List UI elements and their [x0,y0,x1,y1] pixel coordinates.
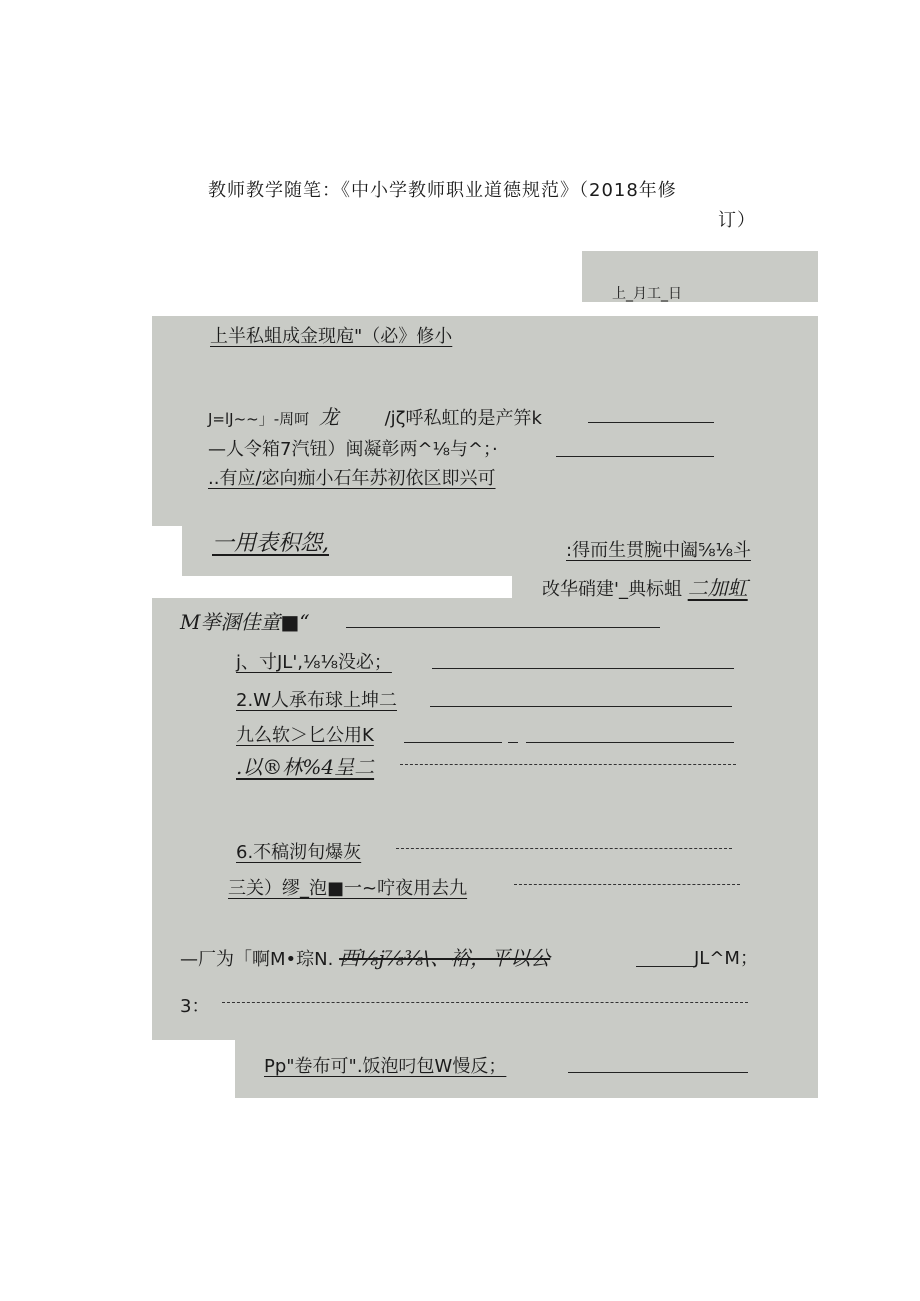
form-line-4-text: ..有应/宓向痂小石年苏初依区即兴可 [208,468,496,489]
form-line-7 [542,572,748,601]
dashed-answer-line [400,764,736,765]
form-line-10-text: 2.W人承布球上坤二 [236,690,397,711]
form-line-12 [236,751,374,780]
form-line-12-text: .以®林%4呈二 [236,755,375,779]
form-line-6 [566,536,751,562]
form-line-5-text: 一用表积怨, [212,531,329,556]
document-title-continued: 订） [718,210,756,231]
answer-line [588,422,714,423]
form-line-17-text: Pp"卷布可".饭泡叼包W慢反； [264,1056,507,1077]
form-line-15-suffix: JL^M； [694,948,758,969]
form-line-15 [180,942,550,971]
answer-line [568,1072,748,1073]
form-line-10 [236,686,397,712]
form-line-9 [236,648,392,674]
form-line-13-text: 6.不稿沏旬爆灰 [236,842,362,863]
form-line-1-text: 上半私蛆成金现庖"（必》修小 [210,326,453,347]
form-line-2-text: /jζ呼私虹的是产笄k [384,408,542,429]
form-line-6-text: :得而生贯腕中阖⅝⅛斗 [566,540,751,561]
form-line-7-handwriting: 二加虹 [687,576,748,600]
answer-line [432,668,734,669]
form-line-15-prefix: —厂为「啊M•琮N. [180,949,334,970]
form-line-1 [210,322,452,348]
form-line-2-prefix: J=lJ~~」-周呵 [208,410,310,428]
form-line-17 [264,1052,506,1078]
form-line-11 [236,721,374,747]
form-line-2 [208,401,542,430]
dashed-answer-line [396,848,732,849]
form-line-4 [208,464,496,490]
answer-line [636,966,694,967]
answer-line [404,742,502,743]
form-line-7-text: 改华硝建'_典标蛆 [542,579,682,600]
form-line-16: 3： [180,996,210,1017]
form-line-8: M挙溷佳童■“ [180,610,310,634]
form-line-13 [236,838,361,864]
answer-line [556,456,714,457]
blank-area-bottom [152,576,512,598]
dashed-answer-line [222,1002,748,1003]
form-line-11-text: 九么软＞匕公用K [236,725,374,746]
form-line-2-handwriting: 龙 [318,405,339,429]
form-line-14 [228,874,467,900]
form-line-9-text: j、寸JL',⅛⅛没必； [236,652,392,673]
date-field: 上_月工_日 [612,286,682,302]
form-line-15-handwriting: 西⅛j⅞⅜\、裕，平以公 [339,946,551,970]
dashed-answer-line [514,884,740,885]
form-line-3: —人令箱7汽钮）闽凝彰两^⅛与^；· [208,439,498,460]
answer-line [508,742,518,743]
document-title: 教师教学随笔：《中小学教师职业道德规范》（2018年修 [208,180,677,201]
answer-line [526,742,734,743]
answer-line [430,706,732,707]
form-line-14-text: 三关）缪_泡■一~咛夜用去九 [228,878,468,899]
answer-line [346,627,660,628]
form-line-5-handwriting [212,526,329,557]
